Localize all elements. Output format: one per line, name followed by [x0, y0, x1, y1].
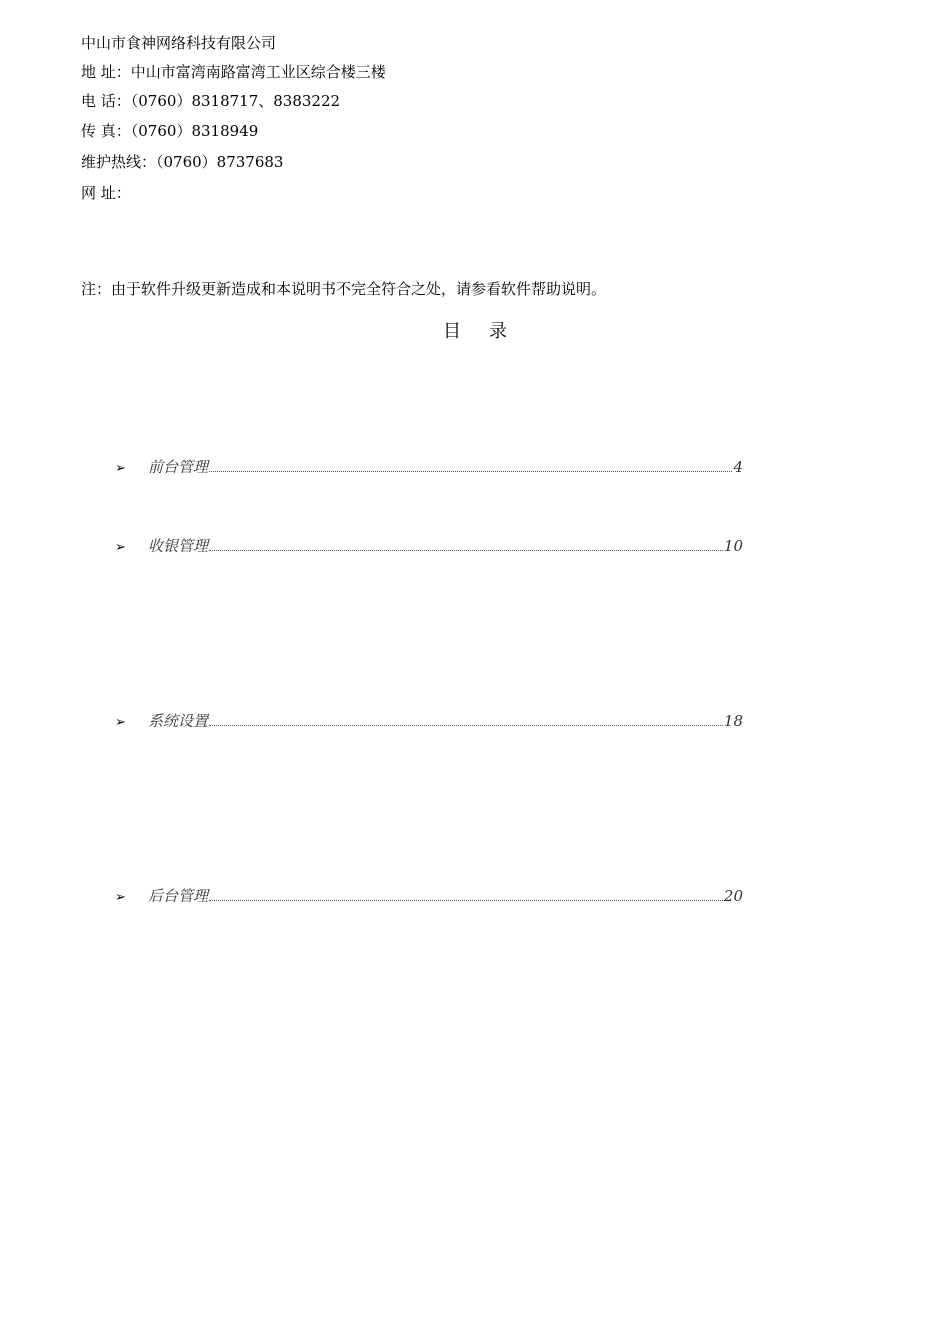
arrow-bullet-icon: ➢ — [115, 540, 126, 555]
toc-leader-dots — [209, 549, 723, 551]
toc-leader-dots — [209, 724, 723, 726]
toc-entry-system-settings[interactable] — [115, 711, 743, 731]
company-hotline: 维护热线：（0760）8737683 — [81, 153, 284, 171]
toc-title — [0, 321, 950, 343]
toc-entry-page: 4 — [733, 458, 743, 476]
company-address: 地 址：中山市富湾南路富湾工业区综合楼三楼 — [81, 63, 386, 81]
toc-entry-page: 20 — [723, 887, 743, 905]
toc-entry-label: 后台管理 — [148, 887, 209, 905]
toc-entry-front-desk[interactable] — [115, 457, 743, 477]
arrow-bullet-icon: ➢ — [115, 461, 126, 476]
toc-entry-page: 18 — [723, 712, 743, 730]
toc-entry-cashier[interactable] — [115, 536, 743, 556]
company-fax: 传 真：（0760）8318949 — [81, 122, 259, 140]
toc-leader-dots — [209, 470, 732, 472]
company-website: 网 址： — [81, 184, 131, 202]
toc-leader-dots — [209, 899, 723, 901]
company-name: 中山市食神网络科技有限公司 — [81, 34, 277, 52]
toc-entry-label: 收银管理 — [148, 537, 209, 555]
toc-entry-page: 10 — [723, 537, 743, 555]
toc-entry-label: 系统设置 — [148, 712, 209, 730]
company-phone: 电 话：（0760）8318717、8383222 — [81, 92, 341, 110]
upgrade-note: 注：由于软件升级更新造成和本说明书不完全符合之处，请参看软件帮助说明。 — [81, 280, 607, 298]
arrow-bullet-icon: ➢ — [115, 715, 126, 730]
toc-title-left: 目 — [443, 321, 461, 342]
arrow-bullet-icon: ➢ — [115, 890, 126, 905]
toc-entry-back-office[interactable] — [115, 886, 743, 906]
toc-entry-label: 前台管理 — [148, 458, 209, 476]
toc-title-right: 录 — [489, 321, 507, 342]
